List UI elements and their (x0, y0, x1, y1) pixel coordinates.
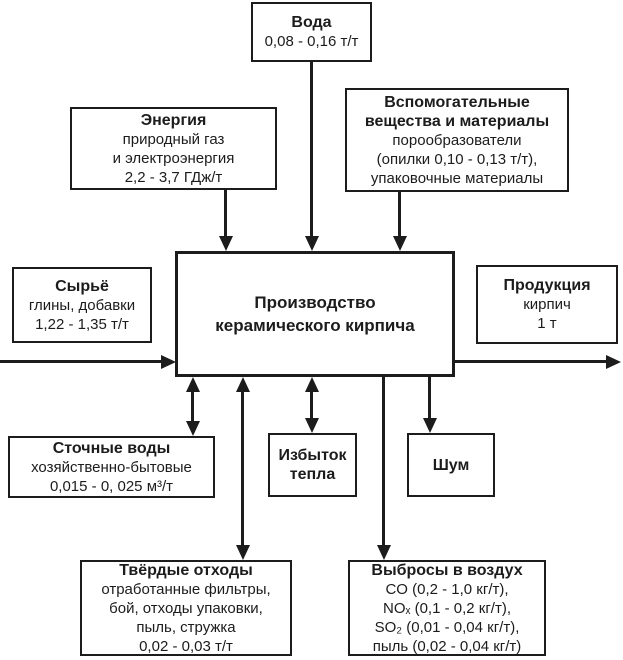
node-energy-line: природный газ (122, 130, 225, 148)
node-air-emissions (348, 560, 546, 656)
arrow-process-wastewater-uphead-icon (186, 377, 200, 392)
node-auxiliary (345, 88, 569, 192)
node-wastewater-line: 0,015 - 0, 025 м³/т (49, 477, 174, 495)
arrow-water-to-process-line (310, 62, 313, 238)
node-energy-line: и электроэнергия (112, 149, 235, 167)
arrow-input-head-icon (161, 355, 176, 369)
arrow-auxiliary-to-process-line (398, 192, 401, 238)
node-product-line: кирпич (523, 296, 571, 313)
arrow-process-wastewater-downhead-icon (186, 421, 200, 436)
node-solid-waste (80, 560, 292, 656)
node-emissions-title: Выбросы в воздух (371, 561, 523, 579)
node-excess-heat (268, 433, 357, 497)
node-auxiliary-line: упаковочные материалы (370, 169, 544, 187)
node-raw-line: глины, добавки (28, 296, 136, 314)
node-solid-title: Твёрдые отходы (119, 561, 253, 579)
arrow-process-emissions-line (382, 375, 385, 547)
arrow-water-to-process-head-icon (305, 236, 319, 251)
arrow-output-line (453, 360, 607, 363)
node-product-line: 1 т (537, 315, 557, 332)
node-energy-line: 2,2 - 3,7 ГДж/т (124, 168, 223, 186)
arrow-energy-to-process-line (224, 190, 227, 238)
node-raw-materials (12, 267, 152, 343)
node-process-title: Производство (254, 293, 376, 312)
node-water-title: Вода (291, 14, 332, 31)
node-water-line: 0,08 - 0,16 т/т (264, 33, 359, 50)
arrow-process-solid-line (241, 385, 244, 549)
node-process (175, 251, 455, 377)
arrow-input-line (0, 360, 162, 363)
arrow-process-solid-uphead-icon (236, 377, 250, 392)
node-solid-line: бой, отходы упаковки, (109, 599, 263, 617)
node-heat-title: Избыток (278, 447, 347, 464)
node-process-title: керамического кирпича (215, 316, 415, 335)
node-emissions-line: SO₂ (0,01 - 0,04 кг/т), (374, 618, 520, 636)
arrow-process-noise-line (428, 375, 431, 420)
node-raw-title: Сырьё (55, 277, 109, 295)
arrow-process-heat-uphead-icon (305, 377, 319, 392)
node-raw-line: 1,22 - 1,35 т/т (35, 315, 129, 333)
node-solid-line: пыль, стружка (136, 618, 236, 636)
node-auxiliary-title: вещества и материалы (364, 112, 550, 130)
node-heat-title: тепла (289, 466, 336, 483)
node-emissions-line: NOₓ (0,1 - 0,2 кг/т), (382, 599, 512, 617)
node-auxiliary-line: порообразователи (392, 131, 522, 149)
node-solid-line: отработанные фильтры, (101, 580, 271, 598)
node-noise (407, 433, 495, 497)
node-auxiliary-title: Вспомогательные (384, 93, 530, 111)
node-wastewater-line: хозяйственно-бытовые (31, 458, 192, 476)
node-energy-title: Энергия (140, 111, 207, 129)
node-product (476, 265, 618, 344)
arrow-process-heat-downhead-icon (305, 418, 319, 433)
node-emissions-line: CO (0,2 - 1,0 кг/т), (385, 580, 509, 598)
node-wastewater-title: Сточные воды (52, 439, 171, 457)
arrow-energy-to-process-head-icon (219, 236, 233, 251)
arrow-output-head-icon (606, 355, 621, 369)
node-wastewater (8, 436, 215, 498)
node-energy (70, 107, 277, 190)
node-emissions-line: пыль (0,02 - 0,04 кг/т) (372, 637, 522, 655)
node-auxiliary-line: (опилки 0,10 - 0,13 т/т), (376, 150, 538, 168)
arrow-process-emissions-head-icon (377, 545, 391, 560)
node-solid-line: 0,02 - 0,03 т/т (139, 637, 233, 655)
arrow-process-solid-downhead-icon (236, 545, 250, 560)
node-noise-title: Шум (432, 456, 470, 474)
node-water (251, 2, 372, 62)
arrow-process-noise-head-icon (423, 418, 437, 433)
node-product-title: Продукция (503, 277, 591, 294)
arrow-auxiliary-to-process-head-icon (393, 236, 407, 251)
